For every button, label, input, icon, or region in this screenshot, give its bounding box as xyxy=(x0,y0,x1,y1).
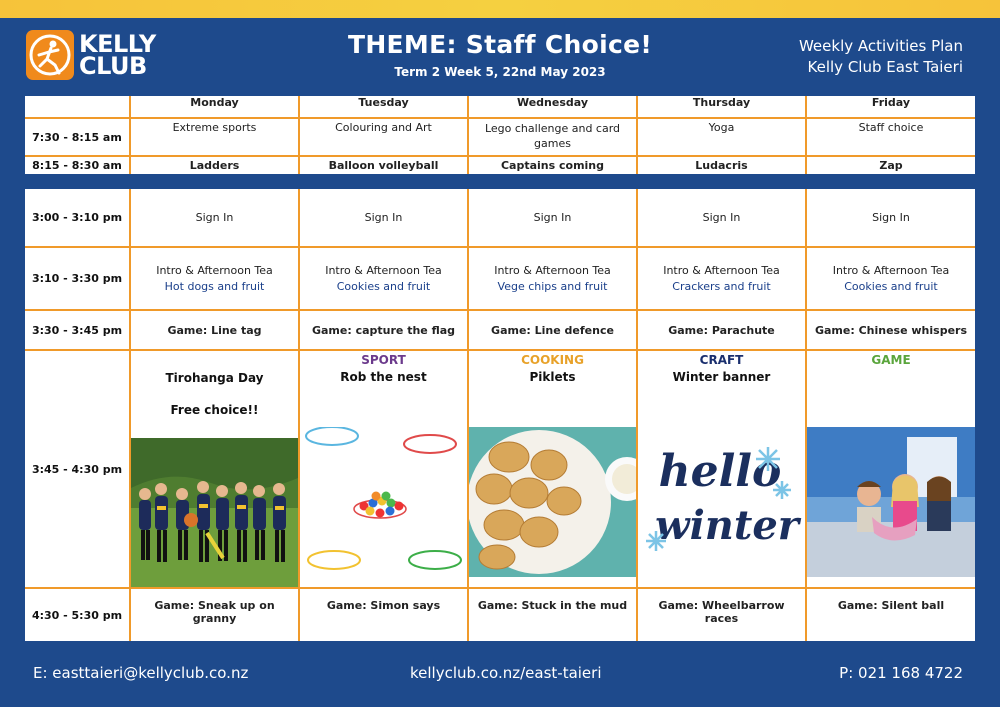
game-cell: Game: Simon says xyxy=(299,588,468,641)
table-row xyxy=(25,247,975,310)
thursday-category: CRAFT xyxy=(699,353,744,367)
tuesday-main-cell xyxy=(299,350,468,588)
tea-food: Hot dogs and fruit xyxy=(164,279,265,293)
plan-title: Weekly Activities Plan xyxy=(798,37,963,55)
time-slot: 4:30 - 5:30 pm xyxy=(25,588,130,641)
time-slot: 3:30 - 3:45 pm xyxy=(25,310,130,350)
game-cell: Ladders xyxy=(130,156,299,174)
activity-cell: Lego challenge and card games xyxy=(468,118,637,156)
game-cell: Game: Stuck in the mud xyxy=(468,588,637,641)
time-slot: 3:45 - 4:30 pm xyxy=(25,350,130,588)
kelly-club-logo xyxy=(26,30,156,80)
tea-label: Intro & Afternoon Tea xyxy=(494,263,611,277)
piklets-photo xyxy=(469,427,636,577)
page-subtitle: Term 2 Week 5, 22nd May 2023 xyxy=(394,65,606,79)
thursday-main-cell xyxy=(637,350,806,588)
signin-cell: Sign In xyxy=(637,189,806,247)
signin-cell: Sign In xyxy=(468,189,637,247)
monday-note: Free choice!! xyxy=(170,403,259,417)
game-cell: Game: capture the flag xyxy=(299,310,468,350)
game-cell: Game: Parachute xyxy=(637,310,806,350)
wednesday-category: COOKING xyxy=(521,353,584,367)
banner-winter-text: winter xyxy=(655,502,799,549)
activity-cell: Colouring and Art xyxy=(299,118,468,156)
tea-label: Intro & Afternoon Tea xyxy=(663,263,780,277)
morning-schedule-table xyxy=(25,96,975,174)
day-friday: Friday xyxy=(806,96,975,118)
day-tuesday: Tuesday xyxy=(299,96,468,118)
tuesday-activity: Rob the nest xyxy=(340,370,427,384)
tea-food: Cookies and fruit xyxy=(844,279,938,293)
day-header-row xyxy=(25,96,975,118)
children-group-photo xyxy=(131,438,298,587)
friday-main-cell xyxy=(806,350,975,588)
hello-winter-banner xyxy=(642,431,802,571)
club-name: Kelly Club East Taieri xyxy=(807,58,963,76)
logo-figure-icon xyxy=(26,30,74,80)
page-title: THEME: Staff Choice! xyxy=(347,30,653,59)
tea-food: Cookies and fruit xyxy=(336,279,431,293)
time-slot: 3:00 - 3:10 pm xyxy=(25,189,130,247)
signin-cell: Sign In xyxy=(299,189,468,247)
signin-cell: Sign In xyxy=(130,189,299,247)
footer-website[interactable]: kellyclub.co.nz/east-taieri xyxy=(410,664,602,682)
thursday-activity: Winter banner xyxy=(672,370,771,384)
table-row xyxy=(25,310,975,350)
day-monday: Monday xyxy=(130,96,299,118)
logo-line-2: CLUB xyxy=(79,52,147,80)
tea-label: Intro & Afternoon Tea xyxy=(832,263,950,277)
game-cell: Game: Line defence xyxy=(468,310,637,350)
tea-cell xyxy=(637,247,806,310)
game-cell: Ludacris xyxy=(637,156,806,174)
tea-cell xyxy=(468,247,637,310)
day-thursday: Thursday xyxy=(637,96,806,118)
game-cell: Game: Line tag xyxy=(130,310,299,350)
time-slot: 8:15 - 8:30 am xyxy=(25,156,130,174)
tea-label: Intro & Afternoon Tea xyxy=(156,263,273,277)
table-row xyxy=(25,118,975,156)
children-cooking-photo xyxy=(807,427,975,577)
tuesday-category: SPORT xyxy=(361,353,406,367)
game-cell: Game: Sneak up on granny xyxy=(130,588,299,641)
table-row xyxy=(25,156,975,174)
table-row xyxy=(25,189,975,247)
activity-cell: Staff choice xyxy=(806,118,975,156)
time-slot: 3:10 - 3:30 pm xyxy=(25,247,130,310)
monday-main-cell xyxy=(130,350,299,588)
tea-cell xyxy=(806,247,975,310)
activity-cell: Extreme sports xyxy=(130,118,299,156)
wednesday-main-cell xyxy=(468,350,637,588)
top-accent-bar xyxy=(0,0,1000,18)
day-wednesday: Wednesday xyxy=(468,96,637,118)
game-cell: Captains coming xyxy=(468,156,637,174)
game-cell: Game: Chinese whispers xyxy=(806,310,975,350)
activity-cell: Yoga xyxy=(637,118,806,156)
tea-label: Intro & Afternoon Tea xyxy=(325,263,442,277)
hoops-and-balls-illustration xyxy=(300,427,467,590)
time-slot: 7:30 - 8:15 am xyxy=(25,118,130,156)
friday-category: GAME xyxy=(871,353,911,367)
game-cell: Game: Silent ball xyxy=(806,588,975,641)
monday-title: Tirohanga Day xyxy=(165,371,264,385)
logo-line-1: KELLY xyxy=(79,30,156,58)
tea-food: Vege chips and fruit xyxy=(497,279,608,293)
table-row xyxy=(25,588,975,641)
afternoon-schedule-table xyxy=(25,189,975,641)
wednesday-activity: Piklets xyxy=(529,370,576,384)
game-cell: Game: Wheelbarrow races xyxy=(637,588,806,641)
plan-info xyxy=(799,36,963,78)
game-cell: Zap xyxy=(806,156,975,174)
tea-cell xyxy=(299,247,468,310)
footer-phone[interactable]: P: 021 168 4722 xyxy=(839,664,963,682)
table-row xyxy=(25,350,975,588)
signin-cell: Sign In xyxy=(806,189,975,247)
tea-cell xyxy=(130,247,299,310)
banner-hello-text: hello xyxy=(658,446,782,497)
game-cell: Balloon volleyball xyxy=(299,156,468,174)
corner-cell xyxy=(25,96,130,118)
footer-email[interactable]: E: easttaieri@kellyclub.co.nz xyxy=(33,664,249,682)
page-header xyxy=(300,30,700,79)
tea-food: Crackers and fruit xyxy=(672,279,771,293)
